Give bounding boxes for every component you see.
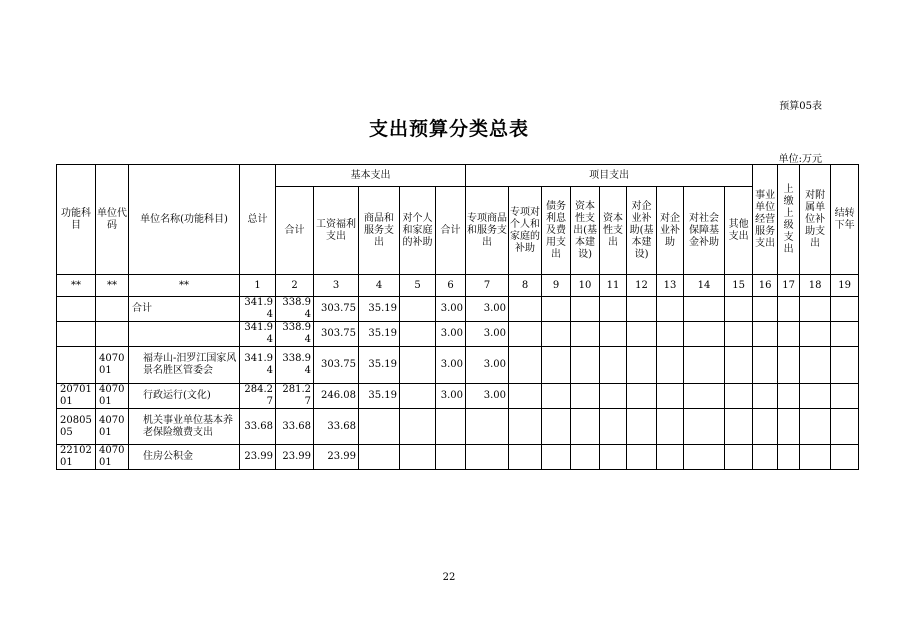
- empty-cell: [509, 409, 542, 445]
- project-total-cell: [436, 409, 466, 445]
- unit-name-cell: 福寿山-汨罗江国家风景名胜区管委会: [129, 347, 240, 384]
- empty-cell: [600, 297, 627, 322]
- column-index-cell: 18: [800, 275, 831, 297]
- func-code-cell: [57, 322, 96, 347]
- header-unit-code: 单位代码: [96, 165, 129, 275]
- table-body: [57, 297, 859, 470]
- table-row: [57, 384, 859, 409]
- empty-cell: [725, 409, 753, 445]
- column-index-cell: 12: [627, 275, 657, 297]
- column-index-cell: 15: [725, 275, 753, 297]
- empty-cell: [684, 384, 725, 409]
- unit-label: 单位:万元: [778, 154, 822, 165]
- empty-cell: [627, 347, 657, 384]
- empty-cell: [800, 409, 831, 445]
- empty-cell: [753, 445, 778, 470]
- salary-cell: 246.08: [314, 384, 359, 409]
- column-index-cell: 4: [359, 275, 400, 297]
- personal-subsidy-cell: [400, 409, 436, 445]
- column-index-cell: 9: [542, 275, 571, 297]
- header-func-subject: 功能科目: [57, 165, 96, 275]
- header-total: 总计: [240, 165, 276, 275]
- header-basic-total: 合计: [276, 187, 314, 275]
- table-row: [57, 297, 859, 322]
- total-cell: 23.99: [240, 445, 276, 470]
- empty-cell: [657, 445, 684, 470]
- table-row: [57, 322, 859, 347]
- project-total-cell: [436, 445, 466, 470]
- basic-total-cell: 338.94: [276, 347, 314, 384]
- special-goods-cell: [466, 445, 509, 470]
- empty-cell: [509, 384, 542, 409]
- project-total-cell: 3.00: [436, 297, 466, 322]
- empty-cell: [725, 384, 753, 409]
- empty-cell: [509, 297, 542, 322]
- salary-cell: 303.75: [314, 322, 359, 347]
- empty-cell: [753, 322, 778, 347]
- empty-cell: [509, 322, 542, 347]
- empty-cell: [800, 297, 831, 322]
- special-goods-cell: 3.00: [466, 322, 509, 347]
- goods-services-cell: 35.19: [359, 297, 400, 322]
- empty-cell: [725, 347, 753, 384]
- basic-total-cell: 338.94: [276, 322, 314, 347]
- header-basic-group: 基本支出: [276, 165, 466, 187]
- empty-cell: [778, 297, 800, 322]
- empty-cell: [571, 297, 600, 322]
- empty-cell: [831, 347, 859, 384]
- empty-cell: [542, 445, 571, 470]
- total-cell: 341.94: [240, 297, 276, 322]
- salary-cell: 23.99: [314, 445, 359, 470]
- empty-cell: [571, 445, 600, 470]
- header-row-1: [57, 165, 859, 187]
- empty-cell: [542, 297, 571, 322]
- empty-cell: [657, 384, 684, 409]
- column-index-cell: **: [96, 275, 129, 297]
- empty-cell: [509, 347, 542, 384]
- empty-cell: [831, 384, 859, 409]
- column-index-cell: 1: [240, 275, 276, 297]
- empty-cell: [831, 297, 859, 322]
- empty-cell: [684, 322, 725, 347]
- func-code-cell: 2210201: [57, 445, 96, 470]
- header-salary: 工资福利支出: [314, 187, 359, 275]
- empty-cell: [657, 409, 684, 445]
- empty-cell: [753, 297, 778, 322]
- column-index-cell: 16: [753, 275, 778, 297]
- column-index-cell: 10: [571, 275, 600, 297]
- header-upper-payment: 上缴上级支出: [778, 165, 800, 275]
- empty-cell: [542, 409, 571, 445]
- goods-services-cell: 35.19: [359, 347, 400, 384]
- header-special-personal: 专项对个人和家庭的补助: [509, 187, 542, 275]
- table-row: [57, 347, 859, 384]
- empty-cell: [542, 347, 571, 384]
- func-code-cell: 2070101: [57, 384, 96, 409]
- header-project-group: 项目支出: [466, 165, 753, 187]
- personal-subsidy-cell: [400, 347, 436, 384]
- column-index-cell: 3: [314, 275, 359, 297]
- empty-cell: [627, 297, 657, 322]
- empty-cell: [657, 322, 684, 347]
- unit-code-cell: 407001: [96, 347, 129, 384]
- column-index-cell: 14: [684, 275, 725, 297]
- column-index-cell: 5: [400, 275, 436, 297]
- salary-cell: 303.75: [314, 297, 359, 322]
- column-index-cell: 7: [466, 275, 509, 297]
- header-social-security: 对社会保障基金补助: [684, 187, 725, 275]
- header-debt-interest: 债务利息及费用支出: [542, 187, 571, 275]
- func-code-cell: 2080505: [57, 409, 96, 445]
- basic-total-cell: 338.94: [276, 297, 314, 322]
- column-index-cell: 17: [778, 275, 800, 297]
- empty-cell: [778, 445, 800, 470]
- header-other: 其他支出: [725, 187, 753, 275]
- empty-cell: [571, 384, 600, 409]
- header-business-service: 事业单位经营服务支出: [753, 165, 778, 275]
- empty-cell: [800, 347, 831, 384]
- empty-cell: [800, 384, 831, 409]
- header-capital-other: 资本性支出: [600, 187, 627, 275]
- column-index-cell: 8: [509, 275, 542, 297]
- empty-cell: [600, 409, 627, 445]
- empty-cell: [684, 347, 725, 384]
- goods-services-cell: 35.19: [359, 384, 400, 409]
- empty-cell: [725, 322, 753, 347]
- unit-code-cell: 407001: [96, 409, 129, 445]
- total-cell: 33.68: [240, 409, 276, 445]
- table-row: [57, 409, 859, 445]
- empty-cell: [800, 322, 831, 347]
- page-number: 22: [442, 572, 456, 583]
- header-enterprise-construction: 对企业补助(基本建设): [627, 187, 657, 275]
- empty-cell: [778, 384, 800, 409]
- empty-cell: [509, 445, 542, 470]
- unit-name-cell: [129, 322, 240, 347]
- func-code-cell: [57, 347, 96, 384]
- table-row: [57, 445, 859, 470]
- unit-code-cell: 407001: [96, 445, 129, 470]
- header-affiliate-subsidy: 对附属单位补助支出: [800, 165, 831, 275]
- empty-cell: [753, 384, 778, 409]
- empty-cell: [627, 445, 657, 470]
- empty-cell: [627, 409, 657, 445]
- basic-total-cell: 281.27: [276, 384, 314, 409]
- empty-cell: [684, 409, 725, 445]
- empty-cell: [831, 409, 859, 445]
- empty-cell: [571, 322, 600, 347]
- header-project-total: 合计: [436, 187, 466, 275]
- column-index-cell: 19: [831, 275, 859, 297]
- unit-code-cell: [96, 297, 129, 322]
- empty-cell: [600, 384, 627, 409]
- header-capital-construction: 资本性支出(基本建设): [571, 187, 600, 275]
- empty-cell: [600, 322, 627, 347]
- empty-cell: [657, 297, 684, 322]
- column-index-cell: 11: [600, 275, 627, 297]
- column-index-cell: 6: [436, 275, 466, 297]
- empty-cell: [778, 347, 800, 384]
- column-index-cell: 13: [657, 275, 684, 297]
- empty-cell: [571, 409, 600, 445]
- header-enterprise-subsidy: 对企业补助: [657, 187, 684, 275]
- column-index-cell: **: [129, 275, 240, 297]
- unit-code-cell: [96, 322, 129, 347]
- empty-cell: [778, 322, 800, 347]
- header-carry-over: 结转下年: [831, 165, 859, 275]
- empty-cell: [831, 322, 859, 347]
- header-special-goods: 专项商品和服务支出: [466, 187, 509, 275]
- header-personal-subsidy: 对个人和家庭的补助: [400, 187, 436, 275]
- goods-services-cell: [359, 445, 400, 470]
- empty-cell: [684, 445, 725, 470]
- empty-cell: [778, 409, 800, 445]
- empty-cell: [571, 347, 600, 384]
- header-unit-name: 单位名称(功能科目): [129, 165, 240, 275]
- column-index-row: [57, 275, 859, 297]
- unit-name-cell: 住房公积金: [129, 445, 240, 470]
- empty-cell: [657, 347, 684, 384]
- personal-subsidy-cell: [400, 297, 436, 322]
- special-goods-cell: 3.00: [466, 297, 509, 322]
- personal-subsidy-cell: [400, 384, 436, 409]
- empty-cell: [831, 445, 859, 470]
- header-goods-services: 商品和服务支出: [359, 187, 400, 275]
- empty-cell: [684, 297, 725, 322]
- goods-services-cell: 35.19: [359, 322, 400, 347]
- basic-total-cell: 33.68: [276, 409, 314, 445]
- personal-subsidy-cell: [400, 322, 436, 347]
- empty-cell: [627, 322, 657, 347]
- unit-name-cell: 机关事业单位基本养老保险缴费支出: [129, 409, 240, 445]
- column-index-cell: 2: [276, 275, 314, 297]
- form-number: 预算05表: [779, 101, 822, 112]
- empty-cell: [542, 384, 571, 409]
- empty-cell: [800, 445, 831, 470]
- special-goods-cell: 3.00: [466, 347, 509, 384]
- personal-subsidy-cell: [400, 445, 436, 470]
- empty-cell: [725, 445, 753, 470]
- func-code-cell: [57, 297, 96, 322]
- total-cell: 341.94: [240, 347, 276, 384]
- empty-cell: [600, 347, 627, 384]
- unit-name-cell: 合计: [129, 297, 240, 322]
- special-goods-cell: 3.00: [466, 384, 509, 409]
- budget-table: [56, 164, 859, 470]
- empty-cell: [753, 347, 778, 384]
- empty-cell: [753, 409, 778, 445]
- goods-services-cell: [359, 409, 400, 445]
- page-title: 支出预算分类总表: [368, 118, 529, 140]
- special-goods-cell: [466, 409, 509, 445]
- total-cell: 284.27: [240, 384, 276, 409]
- empty-cell: [542, 322, 571, 347]
- empty-cell: [725, 297, 753, 322]
- empty-cell: [627, 384, 657, 409]
- basic-total-cell: 23.99: [276, 445, 314, 470]
- salary-cell: 303.75: [314, 347, 359, 384]
- project-total-cell: 3.00: [436, 322, 466, 347]
- total-cell: 341.94: [240, 322, 276, 347]
- unit-code-cell: 407001: [96, 384, 129, 409]
- empty-cell: [600, 445, 627, 470]
- project-total-cell: 3.00: [436, 384, 466, 409]
- salary-cell: 33.68: [314, 409, 359, 445]
- column-index-cell: **: [57, 275, 96, 297]
- unit-name-cell: 行政运行(文化): [129, 384, 240, 409]
- project-total-cell: 3.00: [436, 347, 466, 384]
